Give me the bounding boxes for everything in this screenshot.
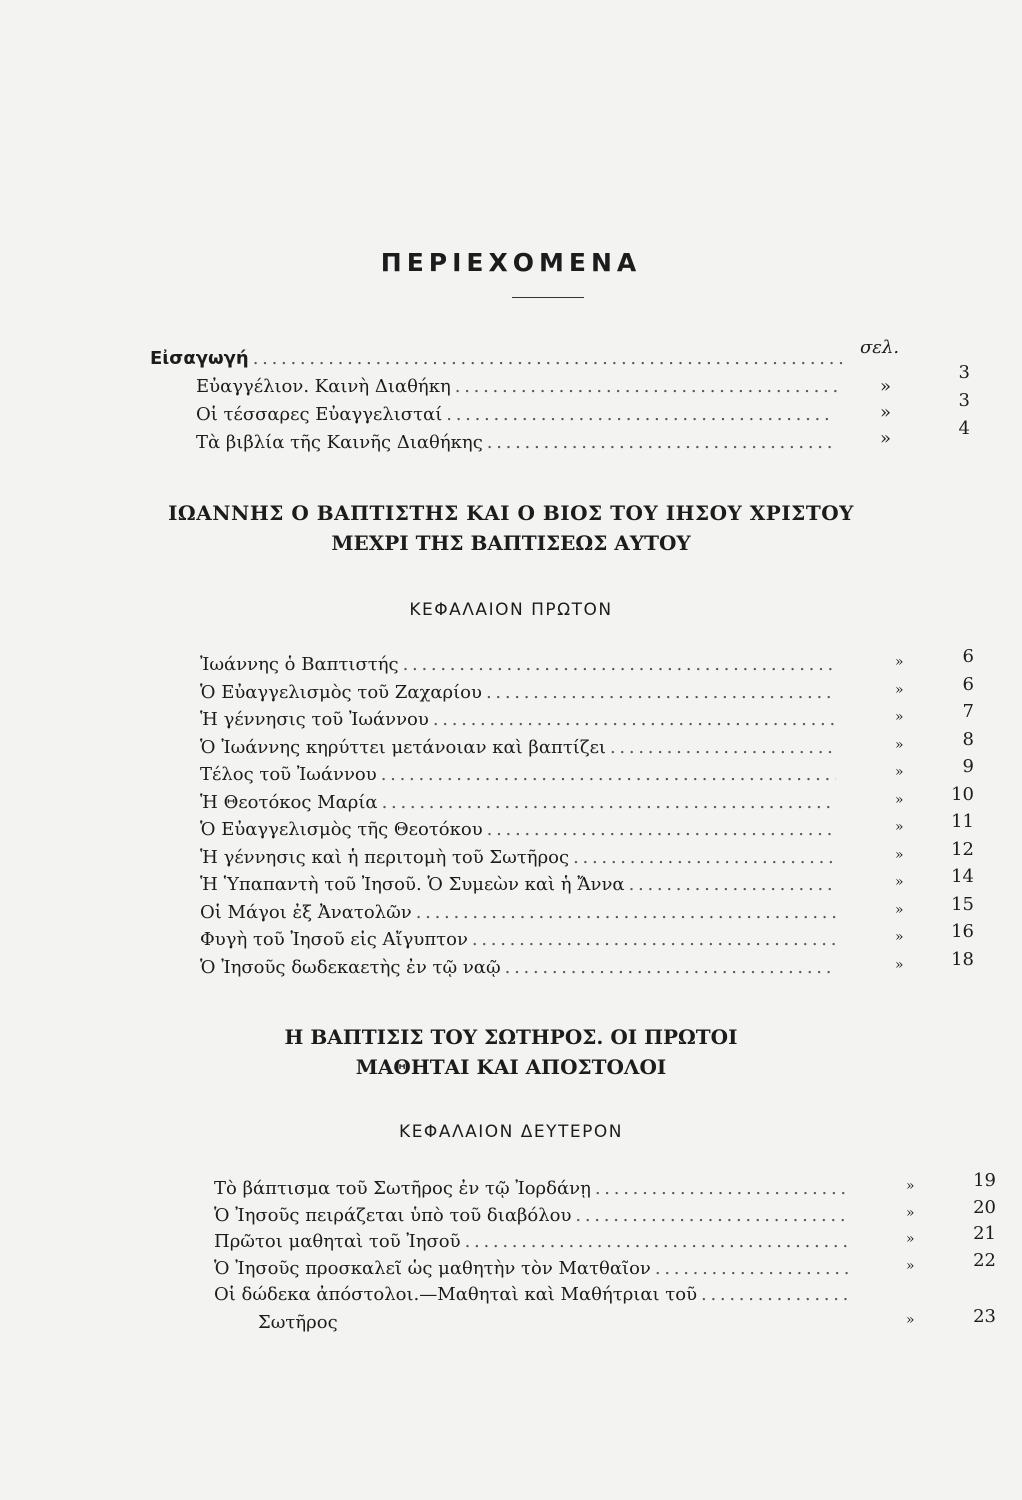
toc-entry-label: Τέλος τοῦ Ἰωάννου xyxy=(200,764,377,785)
ditto-mark: » xyxy=(906,1312,915,1328)
leader-dots xyxy=(575,1205,850,1226)
ditto-mark: » xyxy=(895,846,904,863)
ditto-mark: » xyxy=(895,736,904,753)
ditto-mark: » xyxy=(895,764,904,780)
toc-entry-label: Οἱ δώδεκα ἀπόστολοι.—Μαθηταὶ καὶ Μαθήτριαι τοῦ xyxy=(214,1284,698,1305)
toc-entry-label: Οἱ Μάγοι ἐξ Ἀνατολῶν xyxy=(200,901,412,923)
page-number: 10 xyxy=(951,783,974,805)
chapter-heading: ΚΕΦΑΛΑΙΟΝ ΔΕΥΤΕΡΟΝ xyxy=(399,1122,623,1142)
leader-dots xyxy=(416,902,836,923)
title-rule xyxy=(512,297,584,298)
page-number: 22 xyxy=(973,1249,996,1271)
page-number: 20 xyxy=(973,1196,996,1218)
ditto-mark: » xyxy=(895,901,904,918)
toc-entry-label: Ὁ Ἰησοῦς δωδεκαετὴς ἐν τῷ ναῷ xyxy=(200,956,501,978)
toc-entry[interactable] xyxy=(200,682,840,703)
toc-entry-label: Ἡ γέννησις τοῦ Ἰωάννου xyxy=(200,709,429,730)
chapter-heading: ΚΕΦΑΛΑΙΟΝ ΠΡΩΤΟΝ xyxy=(409,600,613,620)
ditto-mark: » xyxy=(906,1178,915,1194)
ditto-mark: » xyxy=(906,1257,915,1274)
ditto-mark: » xyxy=(880,428,892,449)
leader-dots xyxy=(629,874,836,895)
leader-dots xyxy=(487,819,836,840)
toc-entry[interactable] xyxy=(196,376,846,397)
toc-entry[interactable] xyxy=(196,432,836,453)
toc-entry[interactable] xyxy=(200,902,840,923)
toc-entry[interactable] xyxy=(214,1231,854,1252)
ditto-mark: » xyxy=(895,654,904,670)
ditto-mark: » xyxy=(906,1231,915,1247)
page-number: 4 xyxy=(958,418,970,439)
toc-entry[interactable] xyxy=(200,957,840,978)
toc-entry[interactable] xyxy=(200,792,840,813)
toc-entry[interactable] xyxy=(200,847,840,868)
toc-entry-label: Ὁ Ἰησοῦς προσκαλεῖ ὡς μαθητὴν τὸν Ματθαῖον xyxy=(214,1257,651,1279)
toc-entry-label: Ἡ γέννησις καὶ ἡ περιτομὴ τοῦ Σωτῆρος xyxy=(200,846,570,868)
toc-entry-label: Ὁ Ἰησοῦς πειράζεται ὑπὸ τοῦ διαβόλου xyxy=(214,1204,572,1226)
ditto-mark: » xyxy=(895,819,904,835)
page-number: 7 xyxy=(962,701,974,722)
toc-entry[interactable] xyxy=(214,1205,854,1226)
page-number: 11 xyxy=(951,811,974,832)
page-number: 8 xyxy=(962,728,974,750)
leader-dots xyxy=(382,792,836,813)
leader-dots xyxy=(472,929,836,950)
toc-entry-label: Ἡ Θεοτόκος Μαρία xyxy=(200,791,378,813)
toc-entry-label: Τὸ βάπτισμα τοῦ Σωτῆρος ἐν τῷ Ἰορδάνῃ xyxy=(214,1178,591,1199)
page-number: 3 xyxy=(958,362,970,383)
ditto-mark: » xyxy=(880,376,892,397)
toc-entry[interactable] xyxy=(200,737,840,758)
ditto-mark: » xyxy=(895,681,904,698)
page-column-header: σελ. xyxy=(860,337,900,358)
toc-entry-label: Πρῶτοι μαθηταὶ τοῦ Ἰησοῦ xyxy=(214,1231,461,1252)
toc-entry[interactable] xyxy=(200,709,840,730)
toc-entry-label: Ὁ Ἰωάννης κηρύττει μετάνοιαν καὶ βαπτίζει xyxy=(200,736,606,758)
toc-entry-label: Ὁ Εὐαγγελισμὸς τοῦ Ζαχαρίου xyxy=(200,681,482,703)
toc-entry-continuation xyxy=(258,1312,854,1333)
ditto-mark: » xyxy=(906,1204,915,1221)
page-number: 18 xyxy=(951,948,974,970)
leader-dots xyxy=(446,404,832,425)
leader-dots xyxy=(610,737,836,758)
ditto-mark: » xyxy=(895,929,904,945)
ditto-mark: » xyxy=(880,402,892,423)
section-title-line: ΜΕΧΡΙ ΤΗΣ ΒΑΠΤΙΣΕΩΣ ΑΥΤΟΥ xyxy=(331,531,691,555)
page-number: 6 xyxy=(962,646,974,667)
page-number: 14 xyxy=(951,866,974,887)
toc-entry[interactable] xyxy=(200,819,840,840)
leader-dots xyxy=(505,957,836,978)
toc-entry-label: Εὐαγγέλιον. Καινὴ Διαθήκη xyxy=(196,376,451,397)
toc-entry[interactable] xyxy=(200,929,840,950)
toc-entry-label: Εἰσαγωγή xyxy=(150,348,249,369)
leader-dots xyxy=(253,348,846,369)
ditto-mark: » xyxy=(895,874,904,890)
toc-entry-intro[interactable] xyxy=(150,348,850,369)
page-title: ΠΕΡΙΕΧΟΜΕΝΑ xyxy=(380,248,642,277)
page-number: 19 xyxy=(973,1170,996,1191)
leader-dots xyxy=(455,376,842,397)
leader-dots xyxy=(465,1231,850,1252)
toc-entry-label: Ὁ Εὐαγγελισμὸς τῆς Θεοτόκου xyxy=(200,819,483,840)
leader-dots xyxy=(433,709,836,730)
section-title-line: ΙΩΑΝΝΗΣ Ο ΒΑΠΤΙΣΤΗΣ ΚΑΙ Ο ΒΙΟΣ ΤΟΥ ΙΗΣΟΥ ΧΡΙΣΤΟΥ xyxy=(168,501,854,525)
page-number: 23 xyxy=(973,1306,996,1327)
page-number: 21 xyxy=(973,1223,996,1244)
leader-dots xyxy=(381,764,836,785)
section-title-line: Η ΒΑΠΤΙΣΙΣ ΤΟΥ ΣΩΤΗΡΟΣ. ΟΙ ΠΡΩΤΟΙ xyxy=(284,1025,738,1049)
page-number: 6 xyxy=(962,673,974,695)
page-number: 3 xyxy=(958,390,970,411)
page-number: 16 xyxy=(951,921,974,942)
toc-entry[interactable] xyxy=(200,764,840,785)
leader-dots xyxy=(655,1258,850,1279)
page-number: 12 xyxy=(951,838,974,860)
leader-dots xyxy=(595,1178,850,1199)
toc-entry[interactable] xyxy=(200,874,840,895)
leader-dots xyxy=(342,1312,850,1333)
toc-entry-label: Τὰ βιβλία τῆς Καινῆς Διαθήκης xyxy=(196,432,483,453)
toc-entry-label: Ἰωάννης ὁ Βαπτιστής xyxy=(200,654,399,675)
section-title-line: ΜΑΘΗΤΑΙ ΚΑΙ ΑΠΟΣΤΟΛΟΙ xyxy=(355,1055,667,1079)
page-number: 9 xyxy=(962,756,974,777)
toc-entry[interactable] xyxy=(200,654,840,675)
ditto-mark: » xyxy=(895,956,904,973)
leader-dots xyxy=(487,432,832,453)
ditto-mark: » xyxy=(895,709,904,725)
leader-dots xyxy=(701,1284,850,1305)
toc-entry[interactable] xyxy=(214,1284,854,1305)
toc-entry[interactable] xyxy=(214,1258,854,1279)
leader-dots xyxy=(573,847,836,868)
toc-entry-label: Ἡ Ὑπαπαντὴ τοῦ Ἰησοῦ. Ὁ Συμεὼν καὶ ἡ Ἄννα xyxy=(200,874,625,895)
leader-dots xyxy=(486,682,836,703)
ditto-mark: » xyxy=(895,791,904,808)
leader-dots xyxy=(403,654,836,675)
toc-entry-label: Οἱ τέσσαρες Εὐαγγελισταί xyxy=(196,404,443,425)
toc-entry[interactable] xyxy=(196,404,836,425)
page-number: 15 xyxy=(951,893,974,915)
toc-entry-label-cont: Σωτῆρος xyxy=(258,1312,338,1333)
toc-entry[interactable] xyxy=(214,1178,854,1199)
toc-entry-label: Φυγὴ τοῦ Ἰησοῦ εἰς Αἴγυπτον xyxy=(200,929,468,950)
